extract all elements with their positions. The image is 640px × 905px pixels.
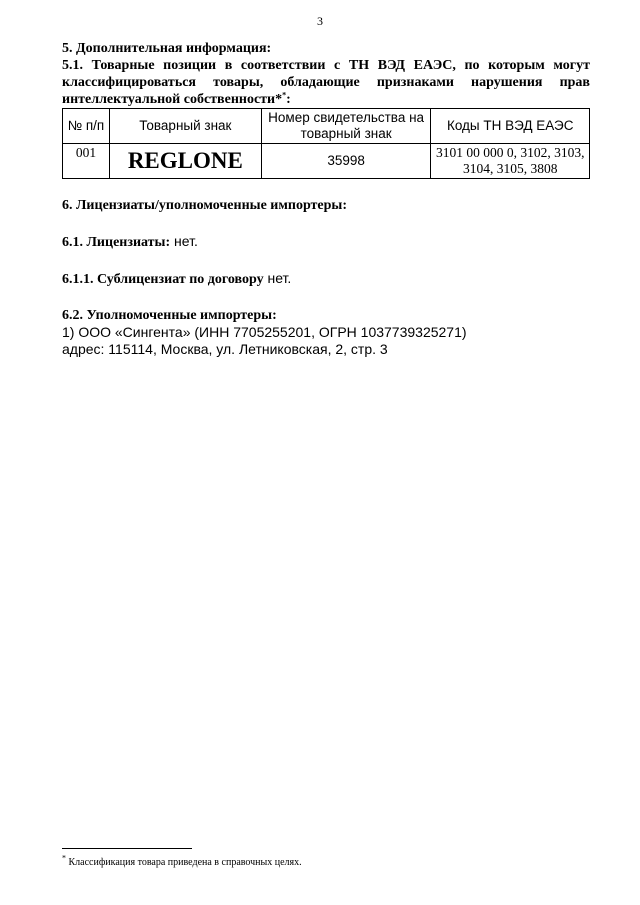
sublicensee-value: нет. (263, 270, 292, 286)
trademark-name: REGLONE (109, 144, 261, 179)
importer-address: адрес: 115114, Москва, ул. Летниковская, 2, стр. 3 (62, 341, 388, 357)
section-5-heading: 5. Дополнительная информация: (62, 41, 272, 56)
table-row (63, 144, 590, 179)
footnote-divider (62, 848, 192, 849)
row-number: 001 (63, 144, 110, 179)
footnote-reference: * (282, 90, 287, 100)
footnote (62, 853, 302, 868)
importers-heading: 6.2. Уполномоченные импортеры: (62, 308, 277, 323)
table-header-row (63, 109, 590, 144)
section-5-1-line-2: классифицироваться товары, обладающие признаками нарушения прав (62, 75, 590, 90)
certificate-number: 35998 (261, 144, 431, 179)
section-5-1-line-3-text: интеллектуальной собственности* (62, 92, 283, 107)
section-5-1-colon: : (286, 92, 291, 107)
licensees-label: 6.1. Лицензиаты: (62, 235, 171, 250)
page-number: 3 (317, 14, 323, 28)
footnote-mark: * (62, 853, 66, 863)
document-body (62, 40, 590, 358)
section-5-1-line-1: 5.1. Товарные позиции в соответствии с ТН ВЭД ЕАЭС, по которым могут (62, 58, 590, 73)
header-number: № п/п (63, 109, 110, 144)
header-trademark: Товарный знак (109, 109, 261, 144)
section-5-1-line-3 (62, 91, 590, 108)
sublicensee-line (62, 270, 590, 288)
section-6-heading: 6. Лицензиаты/уполномоченные импортеры: (62, 198, 348, 213)
header-certificate: Номер свидетельства на товарный знак (261, 109, 431, 144)
licensees-line (62, 233, 590, 251)
licensees-value: нет. (170, 233, 198, 249)
header-codes: Коды ТН ВЭД ЕАЭС (431, 109, 590, 144)
tnved-codes: 3101 00 000 0, 3102, 3103, 3104, 3105, 3808 (431, 144, 590, 179)
trademark-table (62, 108, 590, 179)
footnote-text: Классификация товара приведена в справочных целях. (66, 857, 302, 868)
importer-line: 1) ООО «Сингента» (ИНН 7705255201, ОГРН 1037739325271) (62, 324, 467, 340)
sublicensee-label: 6.1.1. Сублицензиат по договору (62, 272, 264, 287)
